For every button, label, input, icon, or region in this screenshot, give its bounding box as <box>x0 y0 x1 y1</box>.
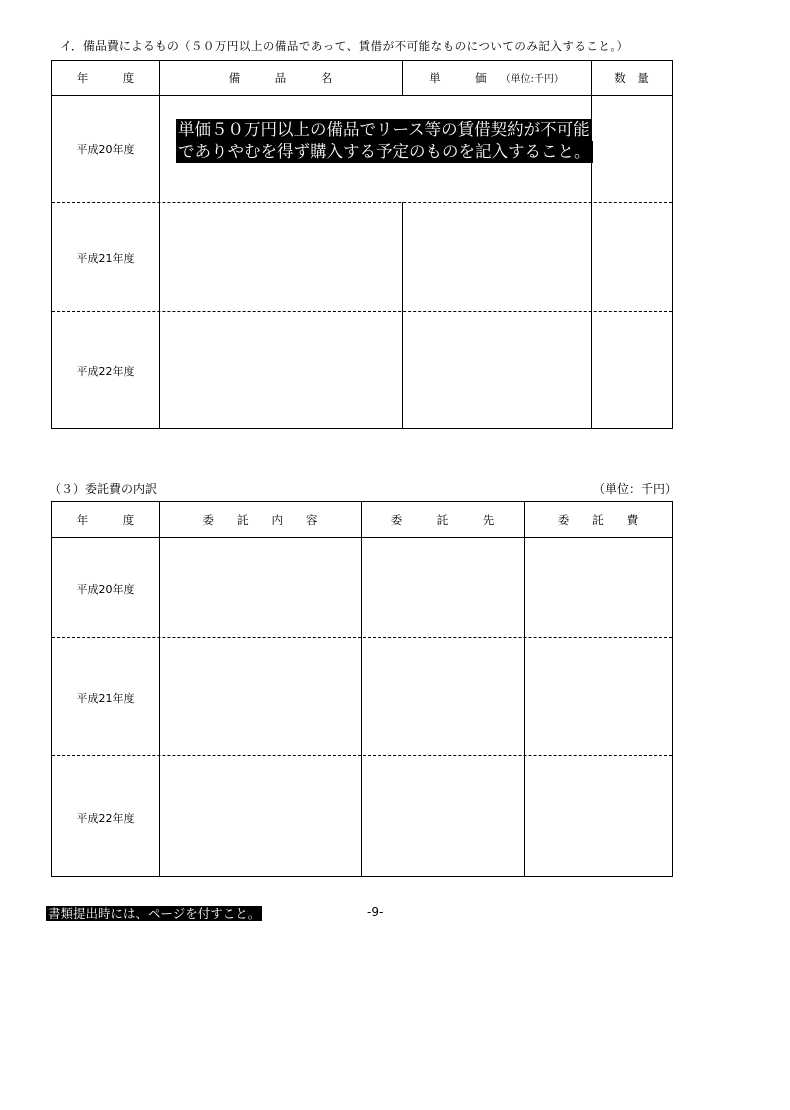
row-year-label: 平成20年度 <box>76 583 135 596</box>
section-a-note: （５０万円以上の備品であって、賃借が不可能なものについてのみ記入すること。） <box>178 39 629 53</box>
table-col-divider <box>402 202 403 428</box>
row-year-label: 平成20年度 <box>76 143 135 156</box>
instruction-line-2: でありやむを得ず購入する予定のものを記入すること。 <box>178 142 591 161</box>
section-a-caption <box>60 38 629 54</box>
section-a-title: イ．備品費によるもの <box>60 39 179 53</box>
table-row-divider <box>52 755 672 756</box>
table-row-divider <box>52 95 672 96</box>
table-row-divider <box>52 202 672 203</box>
header-unit-price <box>402 70 591 86</box>
table-col-divider <box>159 61 160 428</box>
table-col-divider <box>524 502 525 876</box>
instruction-line-1: 単価５０万円以上の備品でリース等の賃借契約が不可能 <box>178 120 590 139</box>
instruction-highlight <box>176 119 593 163</box>
header-unit-price-unit: （単位:千円） <box>500 74 564 85</box>
row-year-label: 平成22年度 <box>76 365 135 378</box>
row-year-label: 平成21年度 <box>76 252 135 265</box>
table-col-divider <box>159 502 160 876</box>
header-item-name: 備 品 名 <box>228 71 333 85</box>
header-year: 年 度 <box>76 71 135 85</box>
header-quantity: 数 量 <box>614 71 649 85</box>
row-year-label: 平成21年度 <box>76 692 135 705</box>
header-year: 年 度 <box>76 513 135 527</box>
header-content: 委 託 内 容 <box>202 513 318 527</box>
table-col-divider <box>361 502 362 876</box>
footer-note: 書類提出時には、ページを付すこと。 <box>48 906 261 921</box>
page-number: -9- <box>367 905 384 919</box>
section-b-unit: （単位：千円） <box>593 482 678 496</box>
header-contractor: 委 託 先 <box>390 513 495 527</box>
table-row-divider <box>52 637 672 638</box>
section-b-title: （３）委託費の内訳 <box>49 482 158 496</box>
table-row-divider <box>52 537 672 538</box>
footer-instruction <box>46 903 262 922</box>
row-year-label: 平成22年度 <box>76 812 135 825</box>
equipment-table <box>51 60 673 429</box>
header-cost: 委 託 費 <box>557 513 639 527</box>
table-row-divider <box>52 311 672 312</box>
table-col-divider <box>591 61 592 428</box>
header-unit-price-label: 単 価 <box>429 71 487 85</box>
outsourcing-table <box>51 501 673 877</box>
